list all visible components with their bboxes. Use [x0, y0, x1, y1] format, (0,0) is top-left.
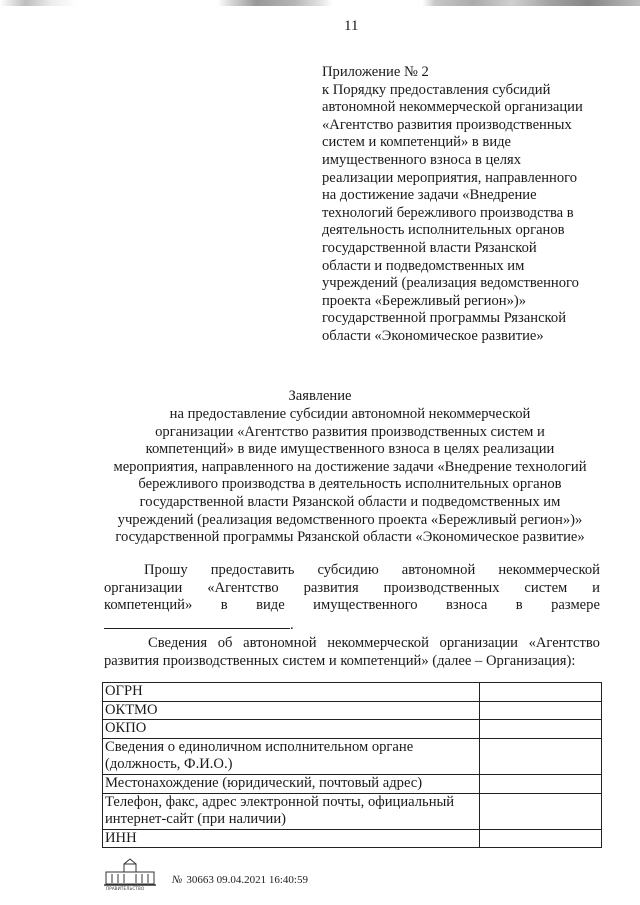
- word: Прошу: [144, 562, 188, 578]
- appendix-header: [322, 64, 612, 346]
- word: развития: [303, 579, 359, 596]
- organization-info-table: [102, 682, 602, 848]
- word: «Агентство: [528, 635, 600, 651]
- application-subtitle: [100, 406, 600, 547]
- table-row: [103, 720, 602, 739]
- row-value-address[interactable]: [479, 774, 601, 793]
- word: имущественного: [313, 597, 418, 614]
- subtitle-line: на предоставление субсидии автономной некоммерческой: [169, 406, 531, 422]
- appendix-line: «Агентство развития производственных: [322, 116, 572, 133]
- document-footer: [102, 858, 422, 898]
- info-line-1: [104, 635, 600, 653]
- appendix-line: государственной программы Рязанской: [322, 310, 567, 327]
- row-value-contacts[interactable]: [479, 793, 601, 829]
- table-row: [103, 738, 602, 774]
- word: и: [592, 579, 600, 596]
- info-line-2: развития производственных систем и компетенций» (далее – Организация):: [104, 652, 576, 669]
- appendix-line: проекта «Бережливый регион»)»: [322, 292, 527, 309]
- doc-datetime: 09.04.2021 16:40:59: [216, 874, 308, 886]
- word: автономной: [243, 635, 317, 651]
- subtitle-line: компетенций» в виде имущественного взноса в целях реализации: [145, 441, 555, 458]
- amount-blank-field[interactable]: [104, 615, 290, 629]
- word: систем: [524, 579, 568, 596]
- request-line-4: [104, 615, 600, 635]
- number-sign: №: [172, 874, 183, 886]
- word: «Агентство: [207, 579, 279, 596]
- word: производственных: [383, 579, 500, 596]
- word: размере: [551, 597, 600, 614]
- word: в: [515, 597, 523, 614]
- row-value-ogrn[interactable]: [479, 683, 601, 702]
- appendix-line: государственной власти Рязанской: [322, 239, 537, 256]
- table-row: [103, 683, 602, 702]
- request-line-2: [104, 580, 600, 598]
- word: в: [220, 597, 228, 614]
- subtitle-line: государственной программы Рязанской области «Экономическое развитие»: [115, 529, 585, 546]
- request-line-3: [104, 597, 600, 615]
- word: автономной: [401, 562, 476, 578]
- row-label-okpo: ОКПО: [103, 720, 480, 739]
- subtitle-line: бережливого производства в деятельность исполнительных органов: [138, 476, 562, 493]
- table-row: [103, 793, 602, 829]
- appendix-line: области «Экономическое развитие»: [322, 327, 544, 344]
- doc-number: 30663: [186, 874, 214, 886]
- word: взноса: [446, 597, 488, 614]
- page-number: 11: [344, 18, 359, 34]
- appendix-line: Приложение № 2: [322, 64, 429, 80]
- word: Сведения: [148, 635, 208, 651]
- appendix-line: систем и компетенций» в виде: [322, 134, 512, 151]
- appendix-line: учреждений (реализация ведомственного: [322, 275, 579, 292]
- row-value-oktmo[interactable]: [479, 701, 601, 720]
- row-label-oktmo: ОКТМО: [103, 701, 480, 720]
- row-label-contacts: Телефон, факс, адрес электронной почты, официальный интернет-сайт (при наличии): [103, 793, 480, 829]
- table-row: [103, 774, 602, 793]
- appendix-line: на достижение задачи «Внедрение: [322, 187, 537, 204]
- appendix-line: реализации мероприятия, направленного: [322, 169, 578, 186]
- subtitle-line: учреждений (реализация ведомственного проекта «Бережливый регион»)»: [117, 511, 583, 528]
- appendix-line: области и подведомственных им: [322, 257, 525, 274]
- row-label-inn: ИНН: [103, 829, 480, 848]
- word: виде: [256, 597, 285, 614]
- subtitle-line: мероприятия, направленного на достижение задачи «Внедрение технологий: [113, 458, 587, 475]
- word: некоммерческой: [327, 635, 429, 651]
- appendix-line: деятельность исполнительных органов: [322, 222, 565, 239]
- info-paragraph: [104, 635, 600, 670]
- row-value-inn[interactable]: [479, 829, 601, 848]
- document-registration: [172, 874, 308, 886]
- word: предоставить: [210, 562, 295, 578]
- word: некоммерческой: [498, 562, 600, 578]
- word: организации: [439, 635, 518, 651]
- row-label-executive: Сведения о единоличном исполнительном органе (должность, Ф.И.О.): [103, 738, 480, 774]
- subtitle-line: организации «Агентство развития производственных систем и: [155, 423, 545, 440]
- word: организации: [104, 579, 183, 596]
- word: об: [217, 635, 233, 651]
- word: субсидию: [317, 562, 379, 578]
- row-value-okpo[interactable]: [479, 720, 601, 739]
- appendix-line: к Порядку предоставления субсидий: [322, 81, 551, 98]
- row-value-executive[interactable]: [479, 738, 601, 774]
- scan-edge-artifact: [0, 0, 640, 6]
- appendix-line: автономной некоммерческой организации: [322, 99, 583, 116]
- appendix-line: имущественного взноса в целях: [322, 151, 522, 168]
- period: .: [290, 616, 294, 633]
- table-row: [103, 829, 602, 848]
- request-line-1: [104, 562, 600, 580]
- application-title: Заявление: [288, 388, 352, 404]
- stamp-caption: ПРАВИТЕЛЬСТВО: [106, 886, 145, 891]
- table-row: [103, 701, 602, 720]
- row-label-ogrn: ОГРН: [103, 683, 480, 702]
- appendix-line: технологий бережливого производства в: [322, 204, 574, 221]
- request-paragraph: [104, 562, 600, 634]
- subtitle-line: государственной власти Рязанской области и подведомственных им: [139, 493, 561, 510]
- row-label-address: Местонахождение (юридический, почтовый адрес): [103, 774, 480, 793]
- word: компетенций»: [104, 597, 193, 614]
